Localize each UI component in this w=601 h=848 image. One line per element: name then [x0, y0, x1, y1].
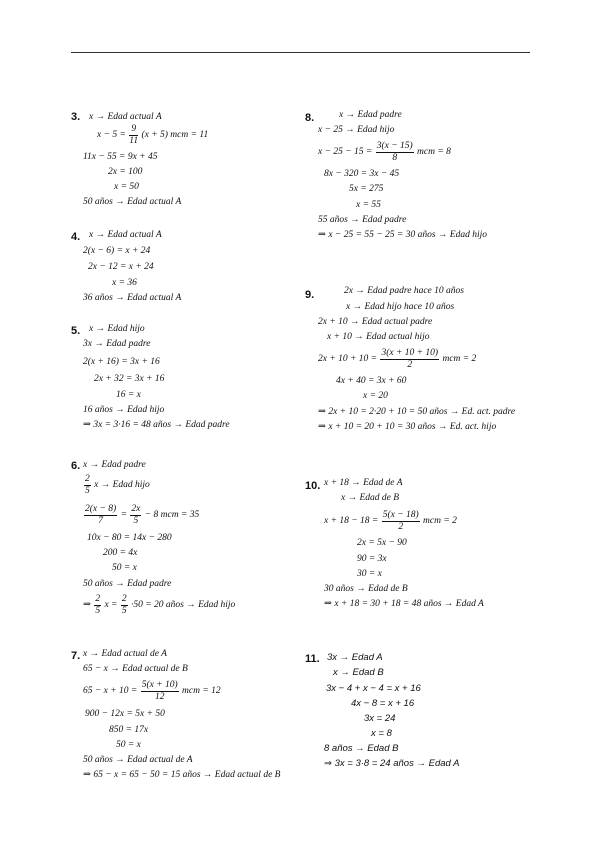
problem-7-line-2: 65 − x → Edad actual de B: [83, 664, 188, 674]
problem-6-equation: $\frac{2(x - 8)}{7}$ = $\frac{2x}{5}$ − 8 mcm = 35: [85, 504, 200, 526]
problem-6-line-2: 10x − 80 = 14x − 280: [87, 533, 172, 543]
problem-9-equation: 2x + 10 + 10 = $\frac{3(x + 10 + 10)}{2}$ mcm = 2: [318, 348, 477, 370]
problem-7-equation: 65 − x + 10 = $\frac{5(x + 10)}{12}$ mcm = 12: [83, 680, 221, 702]
problem-11-line-2: x → Edad B: [333, 667, 384, 678]
problem-10-number: 10.: [305, 480, 321, 492]
problem-11-line-8: ⇒ 3x = 3·8 = 24 años → Edad A: [324, 758, 460, 769]
problem-7-line-6: 50 años → Edad actual de A: [83, 755, 193, 765]
problem-4-number: 4.: [71, 231, 81, 243]
problem-6-number: 6.: [71, 460, 81, 472]
problem-9-line-8: ⇒ x + 10 = 20 + 10 = 30 años → Ed. act. hijo: [318, 422, 497, 432]
problem-5-line-5: 16 = x: [116, 390, 141, 400]
problem-3-number: 3.: [71, 111, 81, 123]
problem-11-line-6: x = 8: [371, 728, 392, 739]
problem-3-line-1: x → Edad actual A: [89, 112, 162, 122]
problem-7-line-7: ⇒ 65 − x = 65 − 50 = 15 años → Edad actual de B: [83, 770, 281, 780]
problem-9-line-7: ⇒ 2x + 10 = 2·20 + 10 = 50 años → Ed. act. padre: [318, 407, 516, 417]
problem-7-line-1: x → Edad actual de A: [83, 649, 167, 659]
problem-7-line-4: 850 = 17x: [109, 725, 149, 735]
problem-3-line-2: 11x − 55 = 9x + 45: [83, 152, 158, 162]
problem-6-line-1: x → Edad padre: [83, 460, 146, 470]
problem-5-line-2: 3x → Edad padre: [83, 339, 151, 349]
problem-8-line-4: 5x = 275: [349, 184, 384, 194]
problem-4-line-1: x → Edad actual A: [89, 230, 162, 240]
problem-8-line-1: x → Edad padre: [339, 110, 402, 120]
problem-8-line-2: x − 25 → Edad hijo: [318, 125, 395, 135]
problem-4-line-4: x = 36: [112, 278, 137, 288]
problem-9-line-6: x = 20: [363, 391, 388, 401]
problem-7-line-5: 50 = x: [116, 740, 141, 750]
problem-6-result: ⇒ $\frac{2}{5}$ x = $\frac{2}{5}$ ·50 = 20 años → Edad hijo: [83, 594, 236, 616]
problem-10-equation: x + 18 − 18 = $\frac{5(x - 18)}{2}$ mcm = 2: [324, 510, 457, 532]
problem-9-line-1: 2x → Edad padre hace 10 años: [344, 286, 464, 296]
problem-11-line-5: 3x = 24: [364, 713, 396, 724]
problem-3-line-5: 50 años → Edad actual A: [83, 197, 182, 207]
problem-11-line-3: 3x − 4 + x − 4 = x + 16: [326, 683, 421, 694]
problem-11-line-7: 8 años → Edad B: [324, 743, 399, 754]
problem-9-line-3: 2x + 10 → Edad actual padre: [318, 317, 433, 327]
problem-5-line-7: ⇒ 3x = 3·16 = 48 años → Edad padre: [83, 420, 230, 430]
problem-10-line-4: 90 = 3x: [357, 554, 387, 564]
problem-5-number: 5.: [71, 325, 81, 337]
problem-5-line-3: 2(x + 16) = 3x + 16: [83, 357, 160, 367]
problem-8-line-6: 55 años → Edad padre: [318, 215, 407, 225]
problem-10-line-1: x + 18 → Edad de A: [324, 478, 403, 488]
problem-10-line-3: 2x = 5x − 90: [357, 538, 407, 548]
problem-9-number: 9.: [305, 289, 315, 301]
problem-4-line-3: 2x − 12 = x + 24: [88, 262, 154, 272]
problem-4-line-5: 36 años → Edad actual A: [83, 293, 182, 303]
problem-8-number: 8.: [305, 112, 315, 124]
problem-6-line-4: 50 = x: [112, 563, 137, 573]
problem-8-line-3: 8x − 320 = 3x − 45: [324, 169, 400, 179]
problem-10-line-6: 30 años → Edad de B: [324, 584, 408, 594]
problem-5-line-6: 16 años → Edad hijo: [83, 405, 165, 415]
problem-3-line-4: x = 50: [114, 182, 139, 192]
problem-4-line-2: 2(x − 6) = x + 24: [83, 246, 151, 256]
header-rule: [71, 52, 530, 53]
problem-5-line-4: 2x + 32 = 3x + 16: [94, 374, 165, 384]
problem-7-line-3: 900 − 12x = 5x + 50: [85, 709, 165, 719]
problem-11-line-1: 3x → Edad A: [327, 652, 383, 663]
problem-10-line-2: x → Edad de B: [341, 493, 400, 503]
problem-9-line-4: x + 10 → Edad actual hijo: [327, 332, 430, 342]
problem-11-line-4: 4x − 8 = x + 16: [351, 698, 415, 709]
problem-9-line-2: x → Edad hijo hace 10 años: [346, 302, 455, 312]
problem-10-line-5: 30 = x: [357, 569, 382, 579]
problem-8-equation: x − 25 − 15 = $\frac{3(x - 15)}{8}$ mcm = 8: [318, 141, 451, 163]
problem-5-line-1: x → Edad hijo: [89, 324, 145, 334]
problem-6-line-3: 200 = 4x: [103, 548, 138, 558]
problem-6-line-5: 50 años → Edad padre: [83, 579, 172, 589]
problem-6-fraction-hijo: $\frac{2}{5}$ x → Edad hijo: [85, 474, 150, 496]
problem-3-line-3: 2x = 100: [108, 167, 143, 177]
problem-8-line-7: ⇒ x − 25 = 55 − 25 = 30 años → Edad hijo: [318, 230, 487, 240]
problem-9-line-5: 4x + 40 = 3x + 60: [336, 376, 407, 386]
problem-8-line-5: x = 55: [356, 200, 381, 210]
problem-10-line-7: ⇒ x + 18 = 30 + 18 = 48 años → Edad A: [324, 599, 484, 609]
problem-3-equation: x − 5 = $\frac{9}{11}$ (x + 5) mcm = 11: [97, 124, 209, 146]
problem-11-number: 11.: [305, 653, 320, 665]
problem-7-number: 7.: [71, 650, 81, 662]
